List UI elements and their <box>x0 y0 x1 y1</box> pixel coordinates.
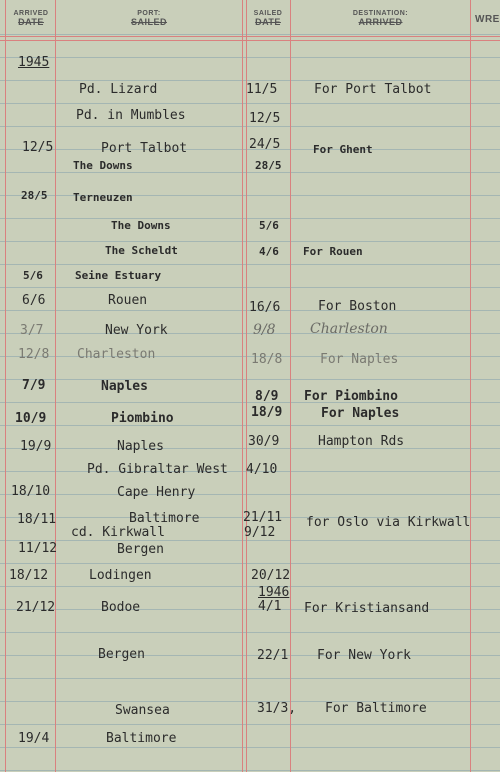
port-cell: cd. Kirkwall <box>71 525 165 540</box>
arrived-date-header: ARRIVED DATE <box>13 10 49 27</box>
arrived-cell: 18/10 <box>11 484 51 499</box>
port-cell: Pd. in Mumbles <box>76 108 186 123</box>
arrived-cell: 18/12 <box>9 568 49 583</box>
sailed-cell: 28/5 <box>255 159 282 172</box>
port-cell: Rouen <box>108 293 148 308</box>
port-cell: Port Talbot <box>101 141 188 156</box>
column-divider <box>470 0 471 772</box>
port-header: PORT: SAILED <box>130 10 167 27</box>
arrived-cell: 19/4 <box>18 731 50 746</box>
port-cell: Naples <box>101 379 148 394</box>
port-cell: Swansea <box>115 703 170 718</box>
sailed-cell: 22/1 <box>257 648 289 663</box>
destination-cell: Charleston <box>310 321 388 337</box>
sailed-date-header: SAILED DATE <box>253 10 283 27</box>
arrived-cell: 21/12 <box>16 600 56 615</box>
sailed-cell: 4/6 <box>259 245 279 258</box>
arrived-cell: 12/8 <box>18 347 50 362</box>
column-divider <box>290 0 291 772</box>
sailed-cell: 4/10 <box>246 462 278 477</box>
sailed-cell: 9/8 <box>253 322 276 338</box>
column-divider <box>242 0 243 772</box>
port-cell: Pd. Lizard <box>79 82 158 97</box>
arrived-cell: 3/7 <box>20 323 44 338</box>
port-cell: Piombino <box>111 411 174 426</box>
port-cell: Bodoe <box>101 600 141 615</box>
sailed-cell: 18/8 <box>251 352 283 367</box>
margin-line <box>5 0 6 772</box>
arrived-cell: 10/9 <box>15 411 47 426</box>
destination-header: DESTINATION: ARRIVED <box>352 10 409 27</box>
year-label: 1946 <box>258 585 290 600</box>
destination-cell: for Oslo via Kirkwall <box>306 515 471 530</box>
arrived-cell: 11/12 <box>18 541 58 556</box>
header-rule-double <box>0 40 500 41</box>
sailed-cell: 20/12 <box>251 568 291 583</box>
port-cell: The Downs <box>73 159 133 172</box>
arrived-cell: 7/9 <box>22 378 46 393</box>
arrived-cell: 12/5 <box>22 140 54 155</box>
port-cell: Charleston <box>77 347 156 362</box>
year-label: 1945 <box>18 55 50 70</box>
header-rule <box>0 36 500 37</box>
port-cell: Bergen <box>117 542 164 557</box>
destination-cell: For New York <box>317 648 411 663</box>
destination-cell: For Baltimore <box>325 701 427 716</box>
destination-cell: For Port Talbot <box>314 82 432 97</box>
arrived-cell: 5/6 <box>23 269 43 282</box>
arrived-cell: 19/9 <box>20 439 52 454</box>
port-cell: Pd. Gibraltar West <box>87 462 228 477</box>
port-cell: Baltimore <box>129 511 200 526</box>
column-divider <box>246 0 247 772</box>
sailed-cell: 30/9 <box>248 434 280 449</box>
destination-cell: For Boston <box>318 299 397 314</box>
destination-cell: For Piombino <box>304 389 398 404</box>
port-cell: Baltimore <box>106 731 177 746</box>
arrived-cell: 18/11 <box>17 512 57 527</box>
sailed-cell: 9/12 <box>244 525 276 540</box>
destination-cell: For Naples <box>321 406 400 421</box>
sailed-cell: 12/5 <box>249 111 281 126</box>
port-cell: Bergen <box>98 647 145 662</box>
sailed-cell: 21/11 <box>243 510 283 525</box>
port-cell: The Scheldt <box>105 244 178 257</box>
sailed-cell: 8/9 <box>255 389 279 404</box>
arrived-cell: 6/6 <box>22 293 46 308</box>
port-cell: Naples <box>117 439 164 454</box>
sailed-cell: 16/6 <box>249 300 281 315</box>
sailed-cell: 4/1 <box>258 599 282 614</box>
port-cell: The Downs <box>111 219 171 232</box>
destination-cell: Hampton Rds <box>318 434 405 449</box>
port-cell: Terneuzen <box>73 191 133 204</box>
sailed-cell: 11/5 <box>246 82 278 97</box>
destination-cell: For Rouen <box>303 245 363 258</box>
arrived-cell: 28/5 <box>21 189 48 202</box>
sailed-cell: 24/5 <box>249 137 281 152</box>
column-divider <box>55 0 56 772</box>
sailed-cell: 5/6 <box>259 219 279 232</box>
port-cell: Cape Henry <box>117 485 196 500</box>
port-cell: Lodingen <box>89 568 152 583</box>
sailed-cell: 18/9 <box>251 405 283 420</box>
port-cell: New York <box>105 323 168 338</box>
port-cell: Seine Estuary <box>75 269 162 282</box>
last-column-header: WRE <box>475 14 500 25</box>
destination-cell: For Naples <box>320 352 399 367</box>
destination-cell: For Kristiansand <box>304 601 430 616</box>
destination-cell: For Ghent <box>313 143 373 156</box>
sailed-cell: 31/3, <box>257 701 297 716</box>
